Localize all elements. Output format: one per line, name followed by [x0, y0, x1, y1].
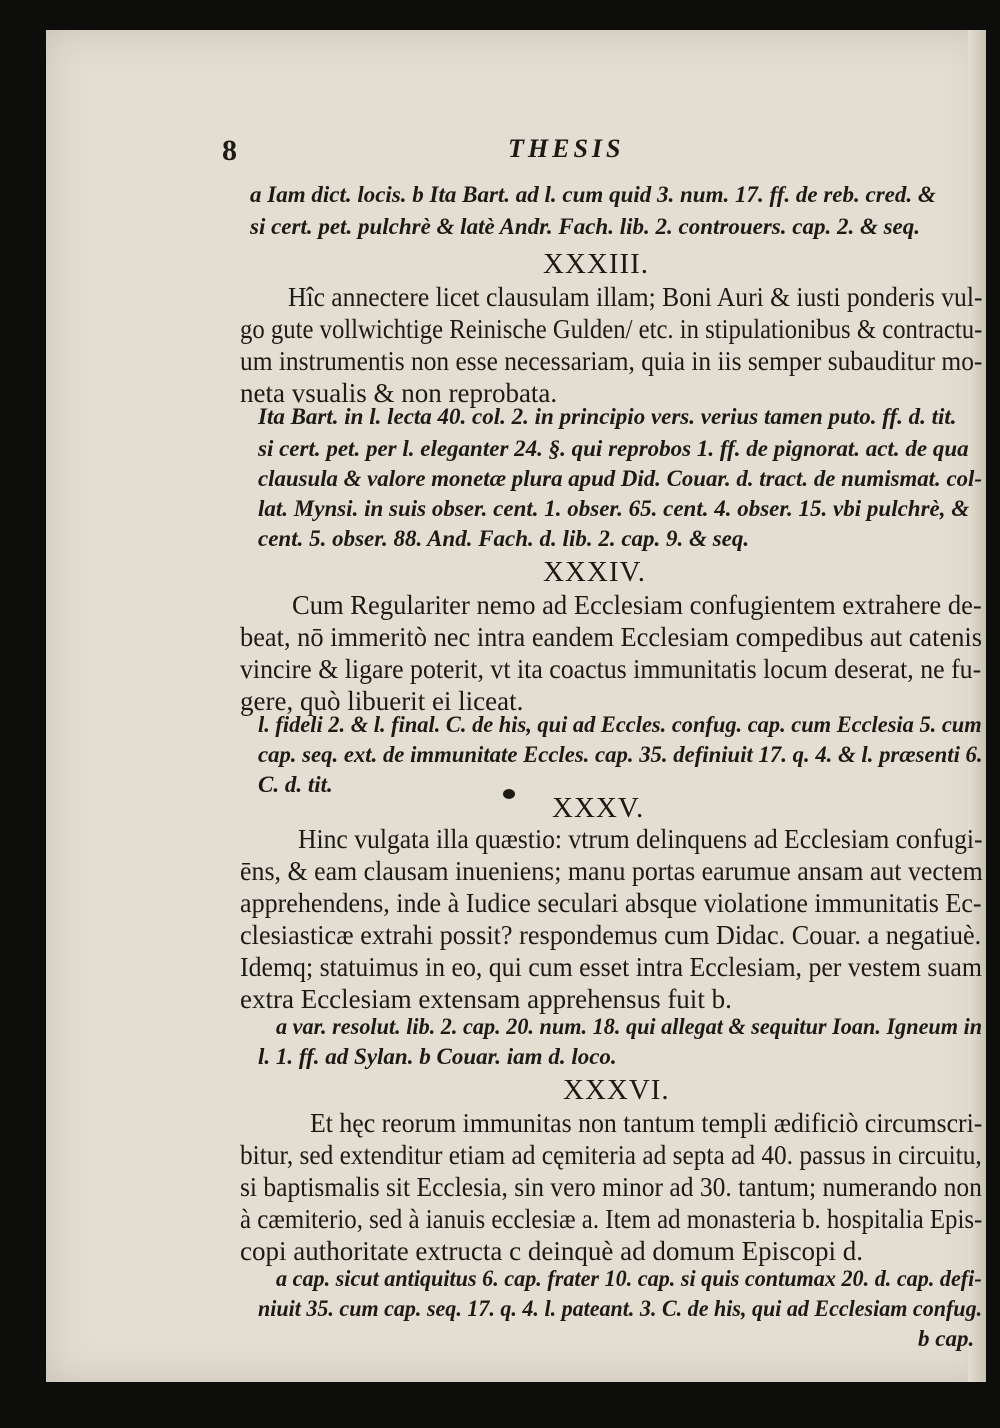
- footnote-line: a cap. sicut antiquitus 6. cap. frater 10. cap. si quis contumax 20. d. cap. defi-: [276, 1266, 982, 1291]
- text-line: si baptismalis sit Ecclesia, sin vero minor ad 30. tantum; numerando non: [240, 1172, 982, 1202]
- text-line: à cæmiterio, sed à ianuis ecclesiæ a. Item ad monasteria b. hospitalia Epis-: [240, 1204, 983, 1234]
- footnote-line: a var. resolut. lib. 2. cap. 20. num. 18. qui allegat & sequitur Ioan. Igneum in: [276, 1014, 983, 1039]
- text-line: Hinc vulgata illa quæstio: vtrum delinquens ad Ecclesiam confugi-: [298, 824, 983, 854]
- citation-line: lat. Mynsi. in suis obser. cent. 1. obser. 65. cent. 4. obser. 15. vbi pulchrè, &: [258, 496, 970, 521]
- text-line: go gute vollwichtige Reinische Gulden/ etc. in stipulationibus & contractu-: [240, 314, 983, 344]
- section-heading: XXXVI.: [563, 1074, 670, 1106]
- citation-line: C. d. tit.: [258, 772, 333, 797]
- citation-line: si cert. pet. per l. eleganter 24. §. qui reprobos 1. ff. de pignorat. act. de qua: [258, 436, 969, 461]
- page-number: 8: [222, 134, 237, 167]
- section-heading: XXXIV.: [543, 556, 646, 588]
- citation-line: clausula & valore monetæ plura apud Did. Couar. d. tract. de numismat. col-: [258, 466, 982, 491]
- text-line: bitur, sed extenditur etiam ad cęmiteria ad septa ad 40. passus in circuitu,: [240, 1140, 982, 1170]
- text-line: um instrumentis non esse necessariam, quia in iis semper subauditur mo-: [240, 346, 983, 376]
- citation-line: Ita Bart. in l. lecta 40. col. 2. in principio vers. verius tamen puto. ff. d. tit.: [258, 404, 957, 429]
- text-line: neta vsualis & non reprobata.: [240, 378, 558, 408]
- text-line: ēns, & eam clausam inueniens; manu portas earumue ansam aut vectem: [240, 856, 983, 886]
- citation-line: cap. seq. ext. de immunitate Eccles. cap. 35. definiuit 17. q. 4. & l. præsenti 6.: [258, 742, 983, 767]
- citation-line: l. fideli 2. & l. final. C. de his, qui ad Eccles. confug. cap. cum Ecclesia 5. cum: [258, 712, 982, 737]
- text-line: Cum Regulariter nemo ad Ecclesiam confugientem extrahere de-: [292, 590, 982, 620]
- section-heading: XXXV.: [552, 792, 645, 824]
- ink-blot: [503, 789, 515, 799]
- text-line: copi authoritate extructa c deinquè ad domum Episcopi d.: [240, 1236, 864, 1266]
- footnote-line: a Iam dict. locis. b Ita Bart. ad l. cum quid 3. num. 17. ff. de reb. cred. &: [250, 182, 936, 207]
- text-line: Et hęc reorum immunitas non tantum templi ædificiò circumscri-: [310, 1108, 983, 1138]
- footnote-line: l. 1. ff. ad Sylan. b Couar. iam d. loco.: [258, 1044, 617, 1069]
- running-head: THESIS: [508, 134, 625, 163]
- footnote-line: si cert. pet. pulchrè & latè Andr. Fach. lib. 2. controuers. cap. 2. & seq.: [250, 214, 920, 239]
- text-line: vincire & ligare poterit, vt ita coactus immunitatis locum deserat, ne fu-: [240, 654, 982, 684]
- text-line: Hîc annectere licet clausulam illam; Boni Auri & iusti ponderis vul-: [288, 282, 983, 312]
- section-heading: XXXIII.: [543, 248, 650, 280]
- text-line: gere, quò libuerit ei liceat.: [240, 686, 524, 716]
- text-line: beat, nō immeritò nec intra eandem Ecclesiam compedibus aut catenis: [240, 622, 983, 652]
- text-line: apprehendens, inde à Iudice seculari absque violatione immunitatis Ec-: [240, 888, 982, 918]
- text-line: Idemq; statuimus in eo, qui cum esset intra Ecclesiam, per vestem suam: [240, 952, 982, 982]
- text-line: clesiasticæ extrahi possit? respondemus cum Didac. Couar. a negatiuè.: [240, 920, 982, 950]
- footnote-line: niuit 35. cum cap. seq. 17. q. 4. l. pateant. 3. C. de his, qui ad Ecclesiam confug.: [258, 1296, 983, 1321]
- text-line: extra Ecclesiam extensam apprehensus fuit b.: [240, 984, 732, 1014]
- citation-line: cent. 5. obser. 88. And. Fach. d. lib. 2. cap. 9. & seq.: [258, 526, 750, 551]
- footnote-line: b cap.: [918, 1326, 975, 1351]
